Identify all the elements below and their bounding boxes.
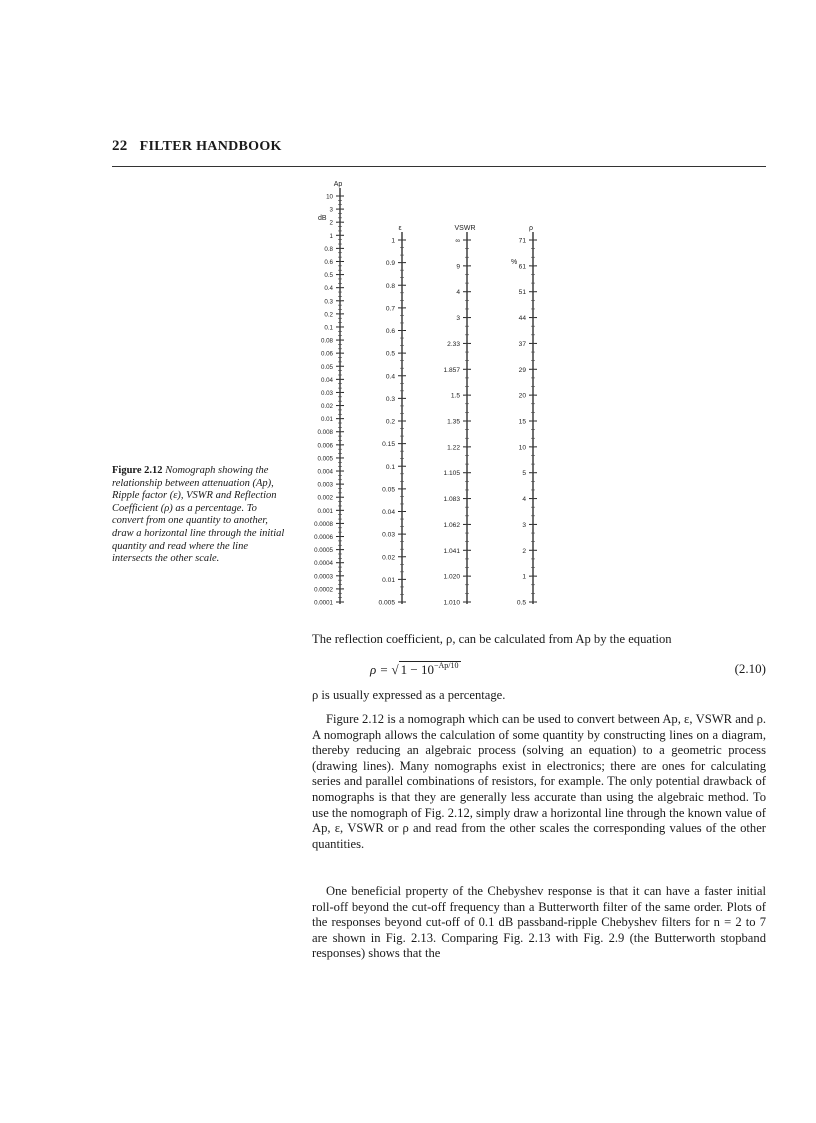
scale-label: 1.083	[443, 496, 460, 504]
equation-number: (2.10)	[734, 661, 766, 676]
scale-label: 1	[391, 237, 395, 245]
figure-caption	[112, 465, 288, 566]
scale-label: 0.6	[324, 258, 333, 266]
scale-label: 3	[329, 206, 333, 214]
equation-lhs: ρ =	[370, 662, 389, 677]
scale-label: 0.8	[385, 282, 395, 290]
scale-label: 71	[518, 237, 526, 245]
scale-label: 4	[522, 496, 526, 504]
scale-label: 2	[522, 547, 526, 555]
scale-label: 2.33	[447, 340, 460, 348]
paragraph-reflection: The reflection coefficient, ρ, can be calculated from Ap by the equation	[312, 632, 672, 646]
page-header	[112, 138, 282, 155]
scale-name-2: VSWR	[454, 225, 476, 232]
scale-label: 1.22	[447, 444, 460, 452]
scale-label: 0.9	[385, 260, 395, 268]
equation-radicand: 1 − 10	[400, 662, 434, 677]
scale-label: 0.0004	[314, 560, 333, 568]
scale-label: 0.01	[382, 576, 395, 584]
scale-label: 0.0002	[314, 586, 333, 594]
scale-label: 1.010	[443, 599, 460, 607]
scale-label: 0.03	[320, 389, 333, 397]
scale-label: 0.15	[382, 441, 395, 449]
scale-name-1: ε	[398, 225, 402, 232]
scale-label: 1.105	[443, 470, 460, 478]
scale-label: 0.0005	[314, 547, 333, 555]
scale-label: 1.35	[447, 418, 460, 426]
scale-label: 0.1	[324, 324, 333, 332]
scale-label: 0.02	[320, 403, 333, 411]
equation-2-10: ρ = √ $1 - 10^{-Ap/10}$ (2.10)	[370, 661, 766, 677]
scale-label: 0.005	[378, 599, 395, 607]
caption-text: Nomograph showing the relationship between attenuation (Ap), Ripple factor (ε), VSWR and Reflection Coefficient (ρ) as a percentage. To convert from one quantity to another, draw a horizontal line through the initial quantity and read where the line intersects the other scale.	[112, 465, 285, 565]
scale-label: ∞	[455, 237, 460, 245]
scale-label: 10	[518, 444, 526, 452]
scale-label: 1	[329, 232, 333, 240]
figure-label: Figure 2.12	[112, 465, 163, 476]
scale-label: 1.020	[443, 573, 460, 581]
scale-label: 0.8	[324, 245, 333, 253]
scale-label: 0.2	[324, 311, 333, 319]
scale-label: 0.5	[324, 272, 333, 280]
scale-label: 61	[518, 263, 526, 271]
scale-label: 51	[518, 289, 526, 297]
scale-label: 0.04	[320, 376, 333, 384]
scale-label: 5	[522, 470, 526, 478]
scale-label: 0.2	[385, 418, 395, 426]
scale-label: 0.5	[516, 599, 526, 607]
scale-label: 0.08	[320, 337, 333, 345]
equation-exponent: −Ap/10	[434, 661, 459, 670]
scale-label: 0.05	[382, 486, 395, 494]
scale-label: 0.004	[317, 468, 333, 476]
scale-label: 0.4	[324, 285, 333, 293]
scale-label: 10	[326, 193, 333, 201]
scale-label: 20	[518, 392, 526, 400]
scale-label: 0.7	[385, 305, 395, 313]
scale-label: 0.01	[320, 416, 333, 424]
scale-label: 2	[329, 219, 333, 227]
scale-label: 0.3	[385, 395, 395, 403]
scale-unit-3: %	[511, 259, 518, 266]
scale-label: 0.006	[317, 442, 333, 450]
scale-label: 0.0003	[314, 573, 333, 581]
paragraph-chebyshev: One beneficial property of the Chebyshev response is that it can have a faster initial roll-off beyond the cut-off frequency than a Butterworth filter of the same order. Plots of the responses beyond cut-off of 0.1 dB passband-ripple Chebyshev filters for n = 2 to 7 are shown in Fig. 2.13. Comparing Fig. 2.13 with Fig. 2.9 (the Butterworth stopband responses) shows that the	[312, 884, 766, 961]
scale-label: 9	[456, 263, 460, 271]
scale-label: 0.008	[317, 429, 333, 437]
scale-label: 44	[518, 315, 526, 323]
scale-label: 1	[522, 573, 526, 581]
scale-name-3: ρ	[529, 225, 533, 232]
scale-label: 0.6	[385, 328, 395, 335]
scale-label: 1.5	[450, 392, 460, 400]
scale-name-0: Ap	[333, 181, 343, 188]
scale-label: 15	[518, 418, 526, 426]
scale-label: 0.0006	[314, 534, 333, 542]
scale-label: 0.002	[317, 494, 333, 502]
scale-label: 1.041	[443, 547, 460, 555]
scale-label: 0.1	[385, 463, 395, 471]
page-number: 22	[112, 138, 128, 154]
header-rule	[112, 166, 766, 167]
scale-label: 0.003	[317, 481, 333, 489]
scale-label: 0.4	[385, 373, 395, 381]
scale-label: 0.001	[317, 507, 333, 515]
scale-label: 0.05	[320, 363, 333, 371]
paragraph-nomograph: Figure 2.12 is a nomograph which can be used to convert between Ap, ε, VSWR and ρ. A nomograph allows the calculation of some quantity by constructing lines on a diagram, thereby reducing an algebraic process (solving an equation) to a geometric process (drawing lines). Many nomographs exist in electronics; there are ones for calculating series and parallel combinations of resistors, for example. The only potential drawback of nomographs is that they are generally less accurate than using the algebraic method. To use the nomograph of Fig. 2.12, simply draw a horizontal line through the known value of Ap, ε, VSWR or ρ and read from the other scales the corresponding values of the other quantities.	[312, 712, 766, 851]
scale-label: 37	[518, 340, 526, 348]
scale-label: 0.0001	[314, 599, 333, 607]
scale-label: 0.3	[324, 298, 333, 306]
scale-label: 0.5	[385, 350, 395, 358]
scale-label: 3	[522, 521, 526, 529]
scale-label: 0.04	[382, 509, 395, 516]
scale-unit-0: dB	[318, 215, 327, 222]
paragraph-percentage: ρ is usually expressed as a percentage.	[312, 688, 506, 702]
scale-label: 0.0008	[314, 520, 333, 528]
scale-label: 0.005	[317, 455, 333, 463]
scale-label: 1.857	[443, 366, 460, 374]
scale-label: 0.03	[382, 531, 395, 539]
scale-label: 4	[456, 289, 460, 297]
scale-label: 3	[456, 315, 460, 323]
scale-label: 29	[518, 366, 526, 374]
running-title: FILTER HANDBOOK	[139, 139, 282, 154]
scale-label: 0.06	[320, 350, 333, 358]
scale-label: 0.02	[382, 554, 395, 562]
nomograph	[290, 178, 580, 608]
scale-label: 1.062	[443, 521, 460, 529]
